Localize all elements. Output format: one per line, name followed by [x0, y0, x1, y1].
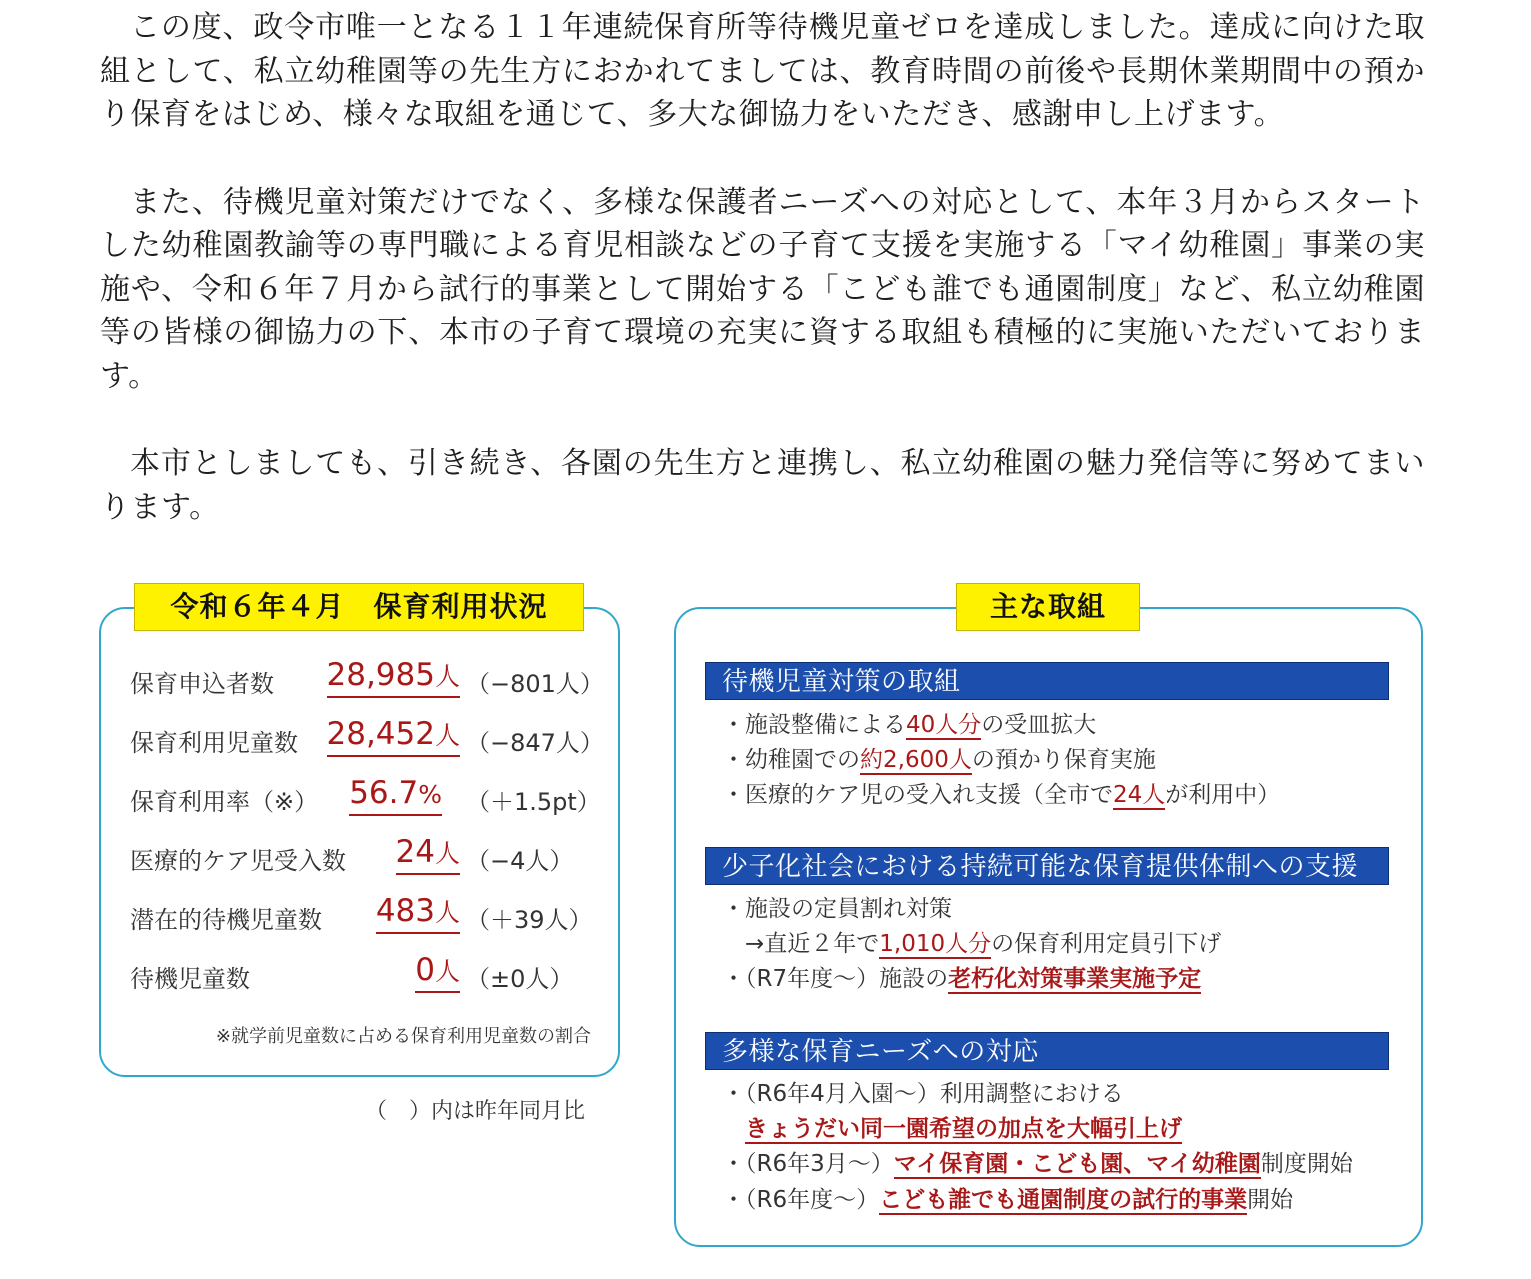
section-heading-waiting-children: 待機児童対策の取組: [705, 662, 1389, 700]
stat-label: 保育利用率（※）: [130, 788, 319, 816]
stat-value: 56.7%: [349, 774, 442, 816]
stat-row-potential-waiting: [130, 892, 600, 936]
stat-label: 医療的ケア児受入数: [130, 847, 346, 875]
list-item: ・医療的ケア児の受入れ支援（全市で24人が利用中）: [722, 782, 1281, 808]
list-item: →直近２年で1,010人分の保育利用定員引下げ: [722, 931, 1222, 957]
stat-row-waiting: [130, 951, 600, 995]
stat-diff: （−847人）: [466, 729, 604, 757]
initiatives-title: 主な取組: [956, 583, 1140, 631]
stat-label: 待機児童数: [130, 965, 250, 993]
stat-row-medical-care: [130, 833, 600, 877]
list-item: ・（R7年度〜）施設の老朽化対策事業実施予定: [722, 966, 1202, 992]
paragraph-2: また、待機児童対策だけでなく、多様な保護者ニーズへの対応として、本年３月からスタートした幼稚園教諭等の専門職による育児相談などの子育て支援を実施する「マイ幼稚園」事業の実施や、令和６年７月から試行的事業として開始する「こども誰でも通園制度」など、私立幼稚園等の皆様の御協力の下、本市の子育て環境の充実に資する取組も積極的に実施いただいております。: [100, 184, 1425, 394]
stat-diff: （±0人）: [466, 965, 574, 993]
stats-legend: （ ）内は昨年同月比: [365, 1099, 586, 1124]
stat-value: 24人: [396, 833, 460, 875]
list-item: ・（R6年3月〜）マイ保育園・こども園、マイ幼稚園制度開始: [722, 1151, 1353, 1177]
stat-value: 0人: [415, 951, 460, 993]
stats-footnote: ※就学前児童数に占める保育利用児童数の割合: [215, 1026, 591, 1047]
stat-row-usage-rate: [130, 774, 600, 818]
stat-label: 保育申込者数: [130, 670, 274, 698]
list-item: ・施設整備による40人分の受皿拡大: [722, 712, 1097, 738]
stat-diff: （＋39人）: [466, 906, 593, 934]
section-heading-sustainable-provision: 少子化社会における持続可能な保育提供体制への支援: [705, 847, 1389, 885]
stats-title: 令和６年４月 保育利用状況: [134, 583, 584, 631]
intro-paragraphs: [100, 6, 1425, 573]
list-item: ・（R6年度〜）こども誰でも通園制度の試行的事業開始: [722, 1187, 1294, 1213]
list-item: きょうだい同一園希望の加点を大幅引上げ: [745, 1116, 1182, 1142]
stat-label: 潜在的待機児童数: [130, 906, 322, 934]
stat-diff: （＋1.5pt）: [466, 788, 601, 816]
stat-row-users: [130, 715, 604, 759]
stat-diff: （−801人）: [466, 670, 604, 698]
paragraph-1: この度、政令市唯一となる１１年連続保育所等待機児童ゼロを達成しました。達成に向けた取組として、私立幼稚園等の先生方におかれてましては、教育時間の前後や長期休業期間中の預かり保育をはじめ、様々な取組を通じて、多大な御協力をいただき、感謝申し上げます。: [100, 10, 1425, 132]
section-heading-diverse-needs: 多様な保育ニーズへの対応: [705, 1032, 1389, 1070]
list-item: ・幼稚園での約2,600人の預かり保育実施: [722, 747, 1156, 773]
stat-row-applicants: [130, 656, 604, 700]
stat-label: 保育利用児童数: [130, 729, 298, 757]
paragraph-3: 本市としましても、引き続き、各園の先生方と連携し、私立幼稚園の魅力発信等に努めてまいります。: [100, 446, 1425, 525]
stat-value: 28,985人: [327, 656, 461, 698]
stat-value: 483人: [376, 892, 460, 934]
list-item: ・（R6年4月入園〜）利用調整における: [722, 1081, 1124, 1107]
stat-value: 28,452人: [327, 715, 461, 757]
list-item: ・施設の定員割れ対策: [722, 896, 952, 922]
stat-diff: （−4人）: [466, 847, 574, 875]
